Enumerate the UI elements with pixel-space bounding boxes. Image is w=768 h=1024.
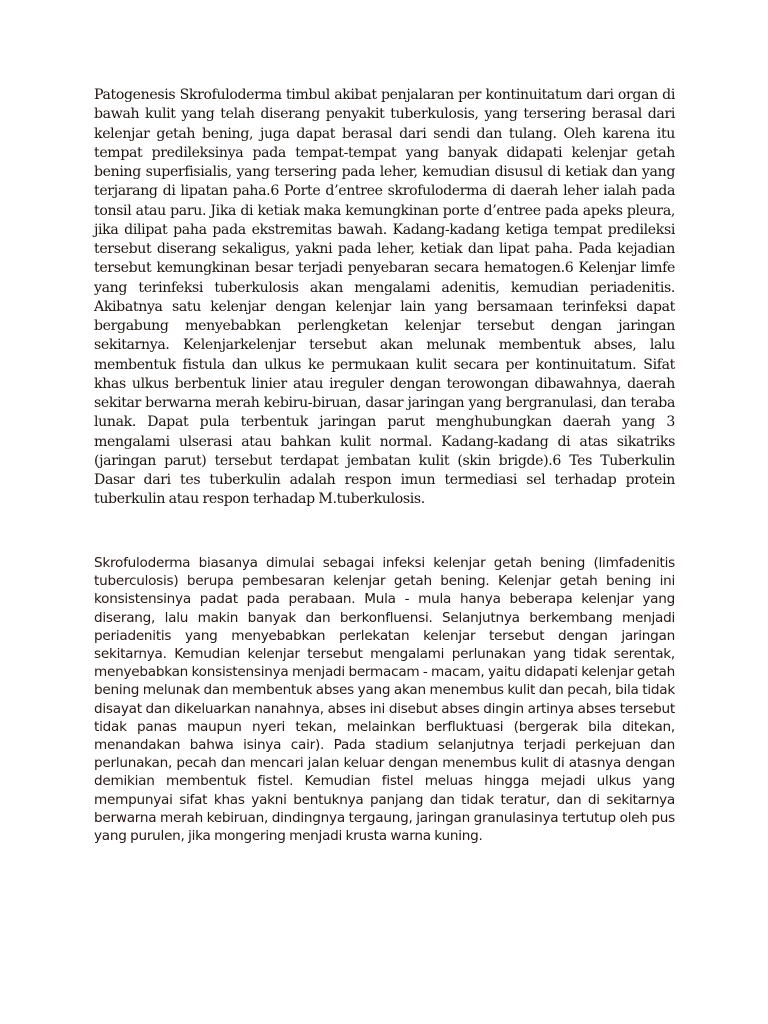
paragraph-pathogenesis: Patogenesis Skrofuloderma timbul akibat penjalaran per kontinuitatum dari organ di bawah kulit yang telah diserang penyakit tuberkulosis, yang tersering berasal dari kelenjar getah bening, juga dapat berasal dari sendi dan tulang. Oleh karena itu tempat predileksinya pada tempat-tempat yang banyak didapati kelenjar getah bening superfisialis, yang tersering pada leher, kemudian disusul di ketiak dan yang terjarang di lipatan paha.6 Porte d’entree skrofuloderma di daerah leher ialah pada tonsil atau paru. Jika di ketiak maka kemungkinan porte d’entree pada apeks pleura, jika dilipat paha pada ekstremitas bawah. Kadang-kadang ketiga tempat predileksi tersebut diserang sekaligus, yakni pada leher, ketiak dan lipat paha. Pada kejadian tersebut kemungkinan besar terjadi penyebaran secara hematogen.6 Kelenjar limfe yang terinfeksi tuberkulosis akan mengalami adenitis, kemudian periadenitis. Akibatnya satu kelenjar dengan kelenjar lain yang bersamaan terinfeksi dapat bergabung menyebabkan perlengketan kelenjar tersebut dengan jaringan sekitarnya. Kelenjarkelenjar tersebut akan melunak membentuk abses, lalu membentuk fistula dan ulkus ke permukaan kulit secara per kontinuitatum. Sifat khas ulkus berbentuk linier atau ireguler dengan terowongan dibawahnya, daerah sekitar berwarna merah kebiru-biruan, dasar jaringan yang bergranulasi, dan teraba lunak. Dapat pula terbentuk jaringan parut menghubungkan daerah yang 3 mengalami ulserasi atau bahkan kulit normal. Kadang-kadang di atas sikatriks (jaringan parut) tersebut terdapat jembatan kulit (skin brigde).6 Tes Tuberkulin Dasar dari tes tuberkulin adalah respon imun termediasi sel terhadap protein tuberkulin atau respon terhadap M.tuberkulosis.	[94, 87, 675, 508]
paragraph-clinical-course: Skrofuloderma biasanya dimulai sebagai infeksi kelenjar getah bening (limfadenitis tuberculosis) berupa pembesaran kelenjar getah bening. Kelenjar getah bening ini konsistensinya padat pada perabaan. Mula - mula hanya beberapa kelenjar yang diserang, lalu makin banyak dan berkonfluensi. Selanjutnya berkembang menjadi periadenitis yang menyebabkan perlekatan kelenjar tersebut dengan jaringan sekitarnya. Kemudian kelenjar tersebut mengalami perlunakan yang tidak serentak, menyebabkan konsistensinya menjadi bermacam - macam, yaitu didapati kelenjar getah bening melunak dan membentuk abses yang akan menembus kulit dan pecah, bila tidak disayat dan dikeluarkan nanahnya, abses ini disebut abses dingin artinya abses tersebut tidak panas maupun nyeri tekan, melainkan berfluktuasi (bergerak bila ditekan, menandakan bahwa isinya cair). Pada stadium selanjutnya terjadi perkejuan dan perlunakan, pecah dan mencari jalan keluar dengan menembus kulit di atasnya dengan demikian membentuk fistel. Kemudian fistel meluas hingga mejadi ulkus yang mempunyai sifat khas yakni bentuknya panjang dan tidak teratur, dan di sekitarnya berwarna merah kebiruan, dindingnya tergaung, jaringan granulasinya tertutup oleh pus yang purulen, jika mongering menjadi krusta warna kuning.	[94, 555, 675, 845]
